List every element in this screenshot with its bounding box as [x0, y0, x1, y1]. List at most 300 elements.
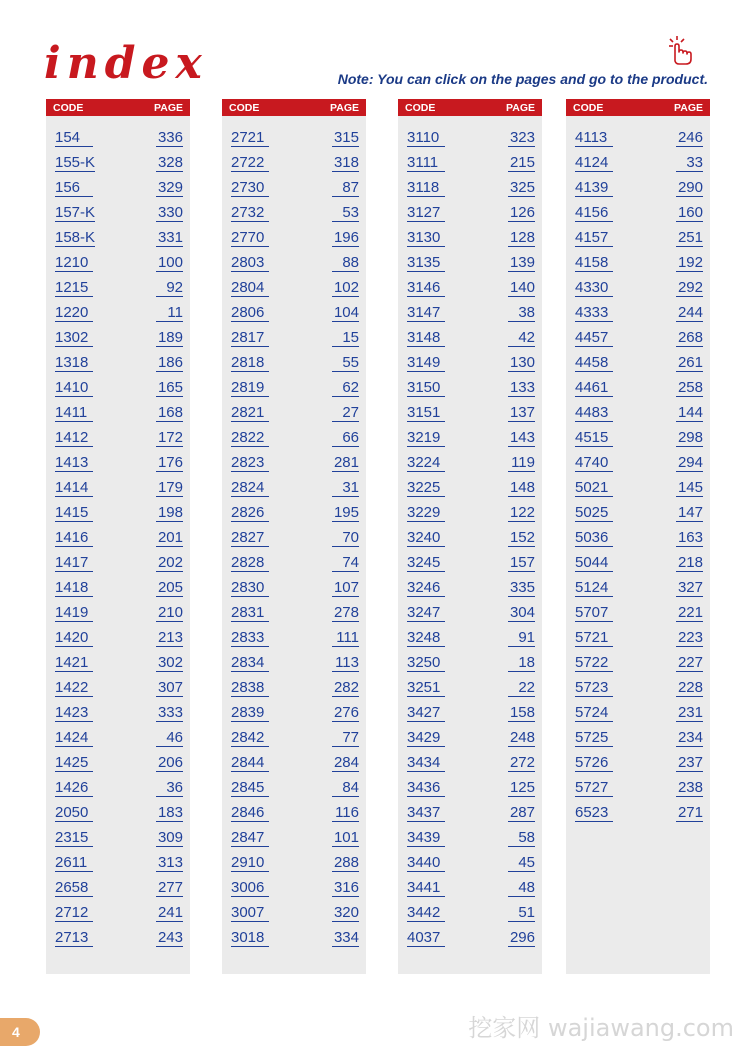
index-row: [46, 500, 190, 525]
page-number-link[interactable]: 101: [333, 828, 359, 846]
page-number-link[interactable]: 74: [332, 554, 359, 572]
product-code-link[interactable]: 2830: [231, 579, 269, 597]
product-code-link[interactable]: 4157: [575, 229, 613, 247]
product-code-link[interactable]: 2834: [231, 654, 269, 672]
page-number-link[interactable]: 198: [157, 503, 183, 521]
index-row: [566, 725, 710, 750]
product-code-link[interactable]: 2804: [231, 279, 269, 297]
product-code-link[interactable]: 1420: [55, 629, 93, 647]
page-number-link[interactable]: 62: [332, 379, 359, 397]
page-number-link[interactable]: 92: [156, 279, 183, 297]
page-number-link[interactable]: 160: [677, 203, 703, 221]
product-code-link[interactable]: 5021: [575, 479, 613, 497]
page-number-link[interactable]: 284: [333, 753, 359, 771]
product-code-link[interactable]: 4113: [575, 129, 613, 147]
product-code-link[interactable]: 3147: [407, 304, 445, 322]
page-number-link[interactable]: 158: [509, 703, 535, 721]
page-number-link[interactable]: 288: [333, 853, 359, 871]
page-number-link[interactable]: 18: [508, 654, 535, 672]
index-row: [46, 825, 190, 850]
page-number-link[interactable]: 320: [333, 903, 359, 921]
index-column-2: [222, 99, 366, 974]
index-row: [398, 550, 542, 575]
page-number-link[interactable]: 192: [677, 253, 703, 271]
product-code-link[interactable]: 3118: [407, 179, 445, 197]
page-number-link[interactable]: 325: [509, 178, 535, 196]
product-code-link[interactable]: 3437: [407, 804, 445, 822]
product-code-link[interactable]: 1426: [55, 779, 93, 797]
page-number-link[interactable]: 287: [509, 803, 535, 821]
product-code-link[interactable]: 3135: [407, 254, 445, 272]
code-header: CODE: [229, 101, 260, 114]
product-code-link[interactable]: 3248: [407, 629, 445, 647]
index-row: [46, 700, 190, 725]
product-code-link[interactable]: 3229: [407, 504, 445, 522]
product-code-link[interactable]: 2713: [55, 929, 93, 947]
product-code-link[interactable]: 5036: [575, 529, 613, 547]
index-row: [46, 600, 190, 625]
index-row: [566, 525, 710, 550]
page-number-link[interactable]: 77: [332, 729, 359, 747]
page-number-link[interactable]: 88: [332, 254, 359, 272]
page-number-link[interactable]: 243: [157, 928, 183, 946]
page-number-link[interactable]: 133: [509, 378, 535, 396]
page-number-link[interactable]: 152: [509, 528, 535, 546]
page-number-link[interactable]: 315: [333, 128, 359, 146]
page-number-link[interactable]: 268: [677, 328, 703, 346]
page-number-link[interactable]: 205: [157, 578, 183, 596]
product-code-link[interactable]: 2770: [231, 229, 269, 247]
page-number-link[interactable]: 183: [157, 803, 183, 821]
page-number-link[interactable]: 272: [509, 753, 535, 771]
page-number-link[interactable]: 179: [157, 478, 183, 496]
product-code-link[interactable]: 1416: [55, 529, 93, 547]
product-code-link[interactable]: 2821: [231, 404, 269, 422]
page-number-link[interactable]: 334: [333, 928, 359, 946]
page-number-link[interactable]: 100: [157, 253, 183, 271]
product-code-link[interactable]: 5723: [575, 679, 613, 697]
product-code-link[interactable]: 3250: [407, 654, 445, 672]
product-code-link[interactable]: 156: [55, 179, 93, 197]
page-number-link[interactable]: 172: [157, 428, 183, 446]
page-number-link[interactable]: 271: [677, 803, 703, 821]
product-code-link[interactable]: 5726: [575, 754, 613, 772]
index-row: [46, 900, 190, 925]
page-number-link[interactable]: 58: [508, 829, 535, 847]
product-code-link[interactable]: 2910: [231, 854, 269, 872]
column-header: [566, 99, 710, 116]
page-number-link[interactable]: 140: [509, 278, 535, 296]
product-code-link[interactable]: 2831: [231, 604, 269, 622]
product-code-link[interactable]: 4457: [575, 329, 613, 347]
page-number-link[interactable]: 196: [333, 228, 359, 246]
product-code-link[interactable]: 4139: [575, 179, 613, 197]
index-row: [566, 300, 710, 325]
index-row: [566, 400, 710, 425]
page-number-link[interactable]: 45: [508, 854, 535, 872]
product-code-link[interactable]: 2846: [231, 804, 269, 822]
page-number-link[interactable]: 251: [677, 228, 703, 246]
product-code-link[interactable]: 2050: [55, 804, 93, 822]
product-code-link[interactable]: 2842: [231, 729, 269, 747]
product-code-link[interactable]: 1422: [55, 679, 93, 697]
page-number-link[interactable]: 316: [333, 878, 359, 896]
page-number-link[interactable]: 157: [509, 553, 535, 571]
product-code-link[interactable]: 3246: [407, 579, 445, 597]
product-code-link[interactable]: 3111: [407, 154, 445, 172]
product-code-link[interactable]: 2822: [231, 429, 269, 447]
product-code-link[interactable]: 2722: [231, 154, 269, 172]
product-code-link[interactable]: 3442: [407, 904, 445, 922]
product-code-link[interactable]: 3127: [407, 204, 445, 222]
page-number-link[interactable]: 302: [157, 653, 183, 671]
page-number-link[interactable]: 38: [508, 304, 535, 322]
product-code-link[interactable]: 1419: [55, 604, 93, 622]
page-number-link[interactable]: 195: [333, 503, 359, 521]
page-number-link[interactable]: 111: [332, 629, 359, 647]
page-number-link[interactable]: 165: [157, 378, 183, 396]
product-code-link[interactable]: 2828: [231, 554, 269, 572]
page-number-link[interactable]: 53: [332, 204, 359, 222]
product-code-link[interactable]: 5044: [575, 554, 613, 572]
index-row: [46, 300, 190, 325]
page-number-link[interactable]: 27: [332, 404, 359, 422]
product-code-link[interactable]: 5725: [575, 729, 613, 747]
product-code-link[interactable]: 1318: [55, 354, 93, 372]
page-number-link[interactable]: 189: [157, 328, 183, 346]
page-number-link[interactable]: 186: [157, 353, 183, 371]
index-row: [398, 875, 542, 900]
product-code-link[interactable]: 2819: [231, 379, 269, 397]
page-number-link[interactable]: 116: [332, 804, 359, 822]
product-code-link[interactable]: 3245: [407, 554, 445, 572]
page-number-link[interactable]: 168: [157, 403, 183, 421]
product-code-link[interactable]: 2827: [231, 529, 269, 547]
product-code-link[interactable]: 155-K: [55, 153, 96, 171]
index-row: [566, 450, 710, 475]
page-number-link[interactable]: 122: [509, 503, 535, 521]
product-code-link[interactable]: 2732: [231, 204, 269, 222]
page-number-link[interactable]: 22: [508, 679, 535, 697]
page-number-link[interactable]: 104: [333, 303, 359, 321]
product-code-link[interactable]: 4740: [575, 454, 613, 472]
index-row: [566, 175, 710, 200]
product-code-link[interactable]: 4124: [575, 154, 613, 172]
product-code-link[interactable]: 1412: [55, 429, 93, 447]
index-row: [398, 625, 542, 650]
product-code-link[interactable]: 3247: [407, 604, 445, 622]
code-header: CODE: [53, 101, 84, 114]
index-row: [398, 500, 542, 525]
product-code-link[interactable]: 4458: [575, 354, 613, 372]
product-code-link[interactable]: 2721: [231, 129, 269, 147]
page-number-link[interactable]: 282: [333, 678, 359, 696]
page-number-link[interactable]: 87: [332, 179, 359, 197]
index-row: [566, 675, 710, 700]
product-code-link[interactable]: 4330: [575, 279, 613, 297]
page-number-link[interactable]: 55: [332, 354, 359, 372]
index-row: [46, 325, 190, 350]
product-code-link[interactable]: 3018: [231, 929, 269, 947]
page-number-link[interactable]: 42: [508, 329, 535, 347]
product-code-link[interactable]: 3225: [407, 479, 445, 497]
product-code-link[interactable]: 3149: [407, 354, 445, 372]
page-number-link[interactable]: 296: [509, 928, 535, 946]
page-number-link[interactable]: 147: [677, 503, 703, 521]
page-number-link[interactable]: 237: [677, 753, 703, 771]
product-code-link[interactable]: 1425: [55, 754, 93, 772]
page-number-link[interactable]: 48: [508, 879, 535, 897]
product-code-link[interactable]: 3251: [407, 679, 445, 697]
page-number-link[interactable]: 213: [157, 628, 183, 646]
product-code-link[interactable]: 4461: [575, 379, 613, 397]
page-number-link[interactable]: 218: [677, 553, 703, 571]
index-column-4: [566, 99, 710, 974]
product-code-link[interactable]: 1410: [55, 379, 93, 397]
page-number-link[interactable]: 113: [332, 654, 359, 672]
index-row: [566, 275, 710, 300]
page-number-link[interactable]: 261: [677, 353, 703, 371]
page-number-link[interactable]: 130: [509, 353, 535, 371]
product-code-link[interactable]: 2838: [231, 679, 269, 697]
index-row: [398, 325, 542, 350]
product-code-link[interactable]: 5707: [575, 604, 613, 622]
product-code-link[interactable]: 1417: [55, 554, 93, 572]
product-code-link[interactable]: 3006: [231, 879, 269, 897]
product-code-link[interactable]: 2712: [55, 904, 93, 922]
product-code-link[interactable]: 158-K: [55, 228, 96, 246]
page-number-link[interactable]: 11: [156, 304, 183, 322]
page-number-link[interactable]: 330: [157, 203, 183, 221]
page-number-link[interactable]: 277: [157, 878, 183, 896]
index-row: [566, 500, 710, 525]
product-code-link[interactable]: 2844: [231, 754, 269, 772]
product-code-link[interactable]: 3434: [407, 754, 445, 772]
page-number-link[interactable]: 125: [509, 778, 535, 796]
product-code-link[interactable]: 1418: [55, 579, 93, 597]
product-code-link[interactable]: 1220: [55, 304, 93, 322]
product-code-link[interactable]: 5722: [575, 654, 613, 672]
index-row: [566, 250, 710, 275]
page-number-link[interactable]: 137: [509, 403, 535, 421]
index-row: [222, 775, 366, 800]
product-code-link[interactable]: 1302: [55, 329, 93, 347]
index-row: [222, 900, 366, 925]
page-number-link[interactable]: 144: [677, 403, 703, 421]
page-number-link[interactable]: 246: [677, 128, 703, 146]
index-rows: [566, 116, 710, 825]
page-number-link[interactable]: 102: [333, 278, 359, 296]
product-code-link[interactable]: 2833: [231, 629, 269, 647]
page-number-link[interactable]: 328: [157, 153, 183, 171]
page-number-link[interactable]: 91: [508, 629, 535, 647]
index-column-1: [46, 99, 190, 974]
product-code-link[interactable]: 1424: [55, 729, 93, 747]
page-number-link[interactable]: 143: [509, 428, 535, 446]
product-code-link[interactable]: 2803: [231, 254, 269, 272]
page-number-link[interactable]: 298: [677, 428, 703, 446]
product-code-link[interactable]: 3130: [407, 229, 445, 247]
product-code-link[interactable]: 3146: [407, 279, 445, 297]
product-code-link[interactable]: 5025: [575, 504, 613, 522]
product-code-link[interactable]: 3151: [407, 404, 445, 422]
page-number-link[interactable]: 31: [332, 479, 359, 497]
page-number-link[interactable]: 241: [157, 903, 183, 921]
page-number-link[interactable]: 36: [156, 779, 183, 797]
page-number-link[interactable]: 313: [157, 853, 183, 871]
product-code-link[interactable]: 3436: [407, 779, 445, 797]
page-number-link[interactable]: 281: [333, 453, 359, 471]
page-number-link[interactable]: 336: [157, 128, 183, 146]
product-code-link[interactable]: 4156: [575, 204, 613, 222]
page-number-link[interactable]: 234: [677, 728, 703, 746]
index-row: [566, 350, 710, 375]
product-code-link[interactable]: 2658: [55, 879, 93, 897]
page-number-link[interactable]: 327: [677, 578, 703, 596]
page-number-link[interactable]: 215: [509, 153, 535, 171]
page-number-link[interactable]: 202: [157, 553, 183, 571]
page-number-link[interactable]: 309: [157, 828, 183, 846]
product-code-link[interactable]: 1411: [55, 404, 93, 422]
page-number-link[interactable]: 163: [677, 528, 703, 546]
product-code-link[interactable]: 1215: [55, 279, 93, 297]
product-code-link[interactable]: 3219: [407, 429, 445, 447]
product-code-link[interactable]: 5724: [575, 704, 613, 722]
product-code-link[interactable]: 3148: [407, 329, 445, 347]
page-number-link[interactable]: 128: [509, 228, 535, 246]
page-number-link[interactable]: 335: [509, 578, 535, 596]
page-number-link[interactable]: 206: [157, 753, 183, 771]
page-number-link[interactable]: 276: [333, 703, 359, 721]
product-code-link[interactable]: 2847: [231, 829, 269, 847]
page-number-link[interactable]: 290: [677, 178, 703, 196]
product-code-link[interactable]: 3150: [407, 379, 445, 397]
page-number-link[interactable]: 333: [157, 703, 183, 721]
product-code-link[interactable]: 2817: [231, 329, 269, 347]
product-code-link[interactable]: 5721: [575, 629, 613, 647]
product-code-link[interactable]: 5727: [575, 779, 613, 797]
page-number-link[interactable]: 201: [157, 528, 183, 546]
product-code-link[interactable]: 3429: [407, 729, 445, 747]
page-number-link[interactable]: 307: [157, 678, 183, 696]
page-number-link[interactable]: 84: [332, 779, 359, 797]
product-code-link[interactable]: 3427: [407, 704, 445, 722]
page-number-link[interactable]: 119: [508, 454, 535, 472]
product-code-link[interactable]: 1413: [55, 454, 93, 472]
index-row: [566, 775, 710, 800]
product-code-link[interactable]: 154: [55, 129, 93, 147]
index-row: [566, 800, 710, 825]
page-number-link[interactable]: 33: [676, 154, 703, 172]
product-code-link[interactable]: 1421: [55, 654, 93, 672]
watermark: 挖家网 wajiawang.com: [468, 1014, 734, 1042]
page-number-link[interactable]: 331: [157, 228, 183, 246]
product-code-link[interactable]: 157-K: [55, 203, 96, 221]
page-number-link[interactable]: 294: [677, 453, 703, 471]
product-code-link[interactable]: 1210: [55, 254, 93, 272]
page-number-link[interactable]: 278: [333, 603, 359, 621]
product-code-link[interactable]: 4158: [575, 254, 613, 272]
page-number-link[interactable]: 223: [677, 628, 703, 646]
page-number-link[interactable]: 238: [677, 778, 703, 796]
page-number-link[interactable]: 66: [332, 429, 359, 447]
index-row: [398, 725, 542, 750]
index-row: [46, 750, 190, 775]
product-code-link[interactable]: 3439: [407, 829, 445, 847]
product-code-link[interactable]: 3224: [407, 454, 445, 472]
product-code-link[interactable]: 3007: [231, 904, 269, 922]
page-number-link[interactable]: 145: [677, 478, 703, 496]
product-code-link[interactable]: 2315: [55, 829, 93, 847]
page-number-link[interactable]: 304: [509, 603, 535, 621]
page-number-link[interactable]: 139: [509, 253, 535, 271]
page-number-link[interactable]: 210: [157, 603, 183, 621]
product-code-link[interactable]: 2818: [231, 354, 269, 372]
page-number-link[interactable]: 221: [677, 603, 703, 621]
page-number-link[interactable]: 46: [156, 729, 183, 747]
product-code-link[interactable]: 1423: [55, 704, 93, 722]
product-code-link[interactable]: 2823: [231, 454, 269, 472]
page-number-link[interactable]: 323: [509, 128, 535, 146]
page-number-link[interactable]: 126: [509, 203, 535, 221]
page-number-link[interactable]: 231: [677, 703, 703, 721]
product-code-link[interactable]: 3441: [407, 879, 445, 897]
index-row: [398, 375, 542, 400]
page-number-link[interactable]: 228: [677, 678, 703, 696]
product-code-link[interactable]: 4333: [575, 304, 613, 322]
product-code-link[interactable]: 4515: [575, 429, 613, 447]
product-code-link[interactable]: 4037: [407, 929, 445, 947]
product-code-link[interactable]: 1415: [55, 504, 93, 522]
index-row: [46, 375, 190, 400]
page-number-link[interactable]: 292: [677, 278, 703, 296]
page-number-link[interactable]: 148: [509, 478, 535, 496]
index-row: [222, 450, 366, 475]
product-code-link[interactable]: 2839: [231, 704, 269, 722]
index-row: [222, 800, 366, 825]
product-code-link[interactable]: 2806: [231, 304, 269, 322]
product-code-link[interactable]: 2730: [231, 179, 269, 197]
product-code-link[interactable]: 5124: [575, 579, 613, 597]
index-row: [222, 350, 366, 375]
product-code-link[interactable]: 2845: [231, 779, 269, 797]
index-row: [222, 300, 366, 325]
instruction-note: Note: You can click on the pages and go to the product.: [337, 71, 708, 87]
product-code-link[interactable]: 3440: [407, 854, 445, 872]
product-code-link[interactable]: 2611: [55, 854, 93, 872]
product-code-link[interactable]: 2824: [231, 479, 269, 497]
product-code-link[interactable]: 1414: [55, 479, 93, 497]
page-number-link[interactable]: 227: [677, 653, 703, 671]
page-number-link[interactable]: 15: [332, 329, 359, 347]
product-code-link[interactable]: 3240: [407, 529, 445, 547]
product-code-link[interactable]: 6523: [575, 804, 613, 822]
index-row: [398, 800, 542, 825]
page-number-link[interactable]: 51: [508, 904, 535, 922]
product-code-link[interactable]: 4483: [575, 404, 613, 422]
page-number-link[interactable]: 258: [677, 378, 703, 396]
page-number-link[interactable]: 70: [332, 529, 359, 547]
index-row: [46, 875, 190, 900]
page-number-link[interactable]: 329: [157, 178, 183, 196]
page-number-link[interactable]: 107: [333, 578, 359, 596]
product-code-link[interactable]: 3110: [407, 129, 445, 147]
page-number-link[interactable]: 176: [157, 453, 183, 471]
page-number-link[interactable]: 318: [333, 153, 359, 171]
page-number-link[interactable]: 248: [509, 728, 535, 746]
product-code-link[interactable]: 2826: [231, 504, 269, 522]
page-number-link[interactable]: 244: [677, 303, 703, 321]
